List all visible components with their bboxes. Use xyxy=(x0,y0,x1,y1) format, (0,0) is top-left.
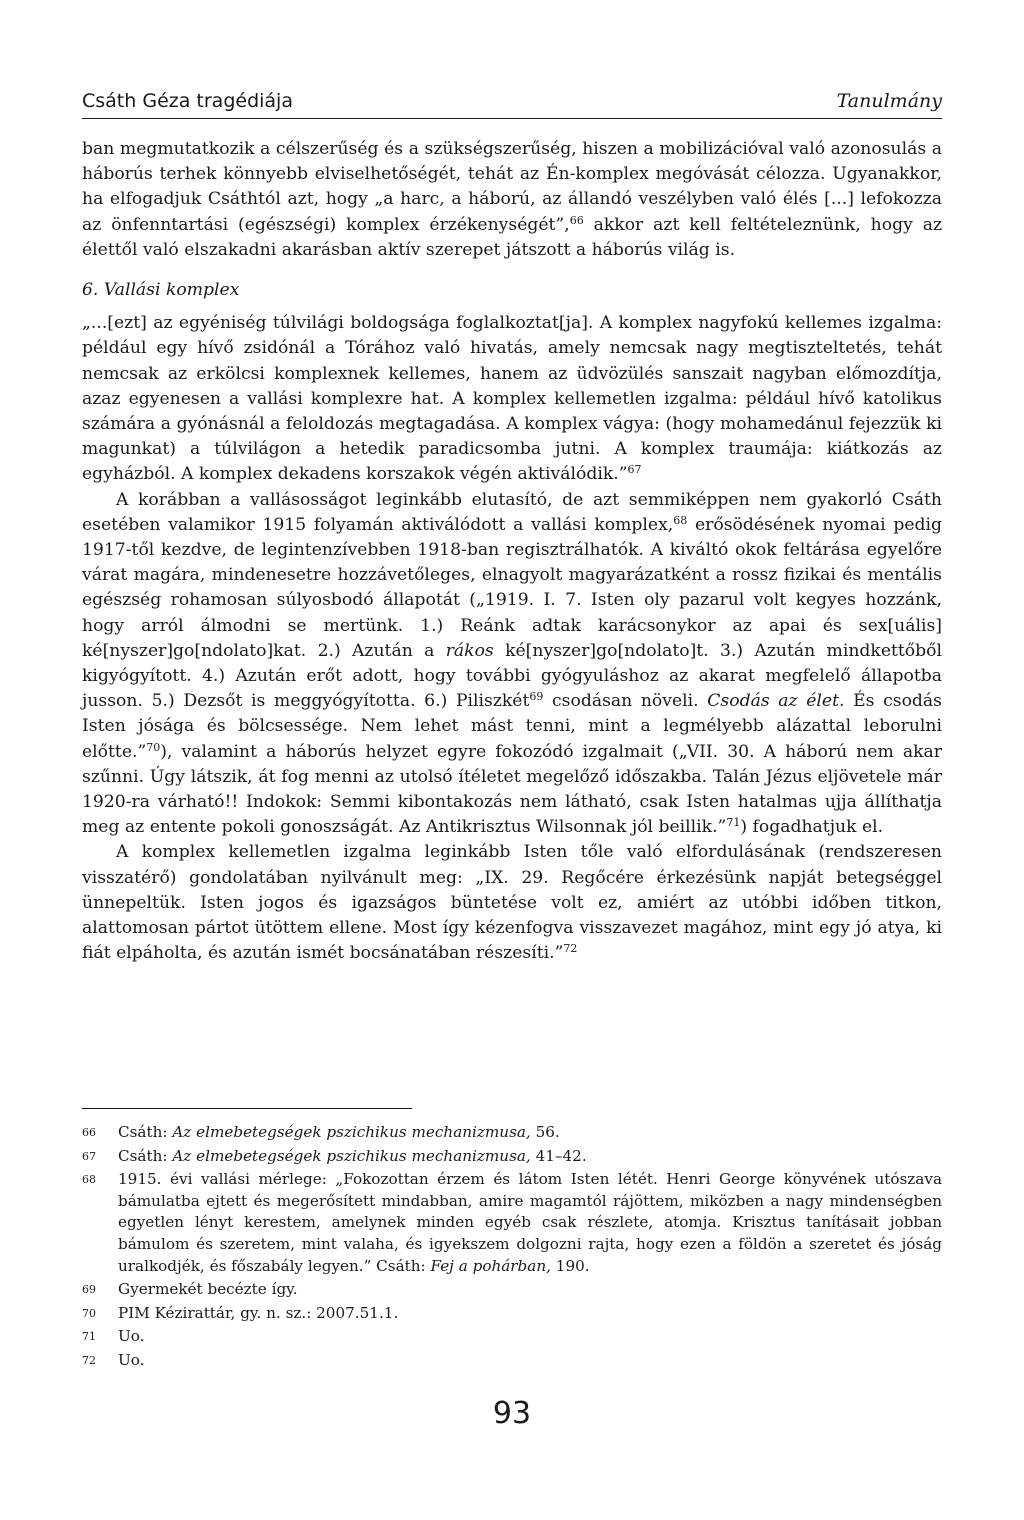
footnote xyxy=(82,1350,942,1372)
paragraph-2-text: „...[ezt] az egyéniség túlvilági boldogsága foglalkoztat[ja]. A komplex nagyfokú kellemes izgalma: például egy hívő zsidónál a Tórához való hivatás, amely nemcsak nagy megtiszteltetés, tehát nemcsak az erkölcsi komplexnek kellemes, hanem az üdvözülés sanszait nagyban előmozdítja, azaz egyenesen a vallási komplexre hat. A komplex kellemetlen izgalma: például hívő katolikus számára a gyónásnál a feloldozás megtagadása. A komplex vágya: (hogy mohamedánul fejezzük ki magunkat) a túlvilágon a hetedik paradicsomba jutni. A komplex traumája: kiátkozás az egyházból. A komplex dekadens korszakok végén aktiválódik.” xyxy=(82,313,942,485)
footnote-text-post: 56. xyxy=(530,1123,560,1141)
footnote-number: 71 xyxy=(82,1330,96,1344)
paragraph-3-emphasis-1: rákos xyxy=(445,640,494,661)
footnote-text: Uo. xyxy=(118,1327,145,1346)
footnote-title: Az elmebetegségek pszichikus mechanizmusa, xyxy=(172,1146,531,1165)
footnote-divider xyxy=(82,1108,412,1109)
paragraph-1-text: ban megmutatkozik a célszerűség és a szükségszerűség, hiszen a mobilizációval való azonosulás a háborús terhek könnyebb elviselhetőségét, tehát az Én-komplex megóvását célozza. Ugyanakkor, ha elfogadjuk Csáthtól azt, hogy „a harc, a háború, az állandó veszélyben való élés [...] lefokozza az önfenntartási (egészségi) komplex érzékenységét”, xyxy=(82,139,942,235)
footnote xyxy=(82,1279,942,1301)
footnote-title: Az elmebetegségek pszichikus mechanizmusa, xyxy=(172,1123,531,1141)
footnote-number: 70 xyxy=(82,1306,96,1320)
paragraph-3-text-g: ) fogadhatjuk el. xyxy=(740,817,884,838)
footnote-text xyxy=(118,1146,942,1168)
footnote-text-post: 190. xyxy=(550,1256,590,1275)
footnote-text: Gyermekét becézte így. xyxy=(118,1280,298,1299)
paragraph-1-end: akkor azt kell feltételeznünk, hogy az élettől való elszakadni akarásban aktív szerepet játszott a háborús világ is. xyxy=(82,214,943,260)
body-text xyxy=(82,137,942,967)
footnote-text-post: 41–42. xyxy=(530,1146,587,1165)
footnote xyxy=(82,1169,942,1277)
running-head-title: Csáth Géza tragédiája xyxy=(82,90,293,112)
footnote-number: 68 xyxy=(82,1173,96,1187)
footnote-text xyxy=(118,1169,942,1277)
paragraph-3-text-b: erősödésének nyomai pedig 1917-től kezdve, de legintenzívebben 1918-ban regisztrálhatók. A kiváltó okok feltárása egyelőre várat magára, mindenesetre hozzávetőleges, elnagyolt magyarázatként a rossz fizikai és mentális egészség rohamosan súlyosbodó állapotát („1919. I. 7. Isten oly pazarul volt kegyes hozzánk, hogy arról álmodni se mertünk. 1.) Reánk adtak karácsonykor az apai és sex[uális] ké[nyszer]go[ndolato]kat. 2.) Azután a xyxy=(82,514,942,661)
footnote-text-pre: 1915. évi vallási mérlege: „Fokozottan érzem és látom Isten létét. Henri George könyvének utószava bámulatba ejtett és megerősített mindabban, amire magamtól rájöttem, miközben a nagy mindenségben egyetlen lényt kerestem, amelynek minden egyéb csak részlete, atomja. Krisztus tanításait jobban bámulom és szeretem, mint valaha, és igyekszem dolgozni rajta, hogy ezen a földön a szeretet és jóság uralkodjék, és főszabály legyen.” Csáth: xyxy=(118,1170,942,1275)
paragraph-3 xyxy=(82,488,942,841)
footnote-ref-69: 69 xyxy=(529,690,544,704)
footnote-ref-68: 68 xyxy=(673,513,688,527)
footnote xyxy=(82,1146,942,1168)
footnote-number: 69 xyxy=(82,1283,96,1297)
running-head xyxy=(82,90,942,119)
page-number: 93 xyxy=(492,1396,532,1431)
footnote-number: 72 xyxy=(82,1353,96,1367)
footnote-ref-71: 71 xyxy=(726,816,741,830)
running-head-section: Tanulmány xyxy=(836,90,942,112)
footnote xyxy=(82,1122,942,1144)
footnote-ref-70: 70 xyxy=(146,740,161,754)
paragraph-3-text-d: csodásan növeli. xyxy=(543,691,708,712)
footnotes xyxy=(82,1122,942,1374)
paragraph-3-text-e: És csodás Isten jósága és bölcsessége. Nem lehet mást tenni, mint a legmélyebb alázattal leborulni előtte.” xyxy=(82,691,942,762)
paragraph-3-emphasis-2: Csodás az élet. xyxy=(707,691,845,712)
footnote-ref-67: 67 xyxy=(627,463,642,477)
paragraph-3-text-a: A korábban a vallásosságot leginkább elutasító, de azt semmiképpen nem gyakorló Csáth esetében valamikor 1915 folyamán aktiválódott a vallási komplex, xyxy=(82,489,942,535)
footnote-text xyxy=(118,1122,942,1144)
footnote-text: PIM Kézirattár, gy. n. sz.: 2007.51.1. xyxy=(118,1303,399,1322)
footnote-ref-72: 72 xyxy=(563,942,578,956)
footnote-title: Fej a pohárban, xyxy=(430,1256,551,1275)
section-heading: 6. Vallási komplex xyxy=(82,280,240,301)
footnote-text-pre: Csáth: xyxy=(118,1146,173,1165)
footnote xyxy=(82,1303,942,1325)
paragraph-2 xyxy=(82,311,942,487)
footnote-text-pre: Csáth: xyxy=(118,1123,173,1141)
paragraph-3-text-c: ké[nyszer]go[ndolato]t. 3.) Azután mindkettőből kigyógyított. 4.) Azután erőt adott, hogy további gyógyuláshoz az akarat megfelelő állapotba jusson. 5.) Dezsőt is meggyógyította. 6.) Piliszkét xyxy=(82,640,942,712)
paragraph-4 xyxy=(82,840,942,966)
paragraph-1 xyxy=(82,137,942,263)
footnote-text: Uo. xyxy=(118,1350,145,1369)
footnote xyxy=(82,1326,942,1348)
footnote-number: 67 xyxy=(82,1149,96,1163)
footnote-ref-66: 66 xyxy=(569,213,584,227)
footnote-number: 66 xyxy=(82,1126,96,1139)
paragraph-3-text-f: ), valamint a háborús helyzet egyre fokozódó izgalmait („VII. 30. A háború nem akar szűnni. Úgy látszik, át fog menni az utolsó ítéletet megelőző időszakba. Talán Jézus eljövetele már 1920-ra várható!! Indokok: Semmi kibontakozás nem látható, csak Isten hatalmas ujja állíthatja meg az entente pokoli gonoszságát. Az Antikrisztus Wilsonnak jól beillik.” xyxy=(82,741,942,838)
paragraph-4-text: A komplex kellemetlen izgalma leginkább Isten tőle való elfordulásának (rendszeresen visszatérő) gondolatában nyilvánult meg: „IX. 29. Regőcére érkezésünk napját betegséggel ünnepeltük. Isten jogos és igazságos büntetése volt ez, amiért az utóbbi időben titkon, alattomosan pártot ütöttem ellene. Most így kézenfogva visszavezet magához, mint egy jó atya, ki fiát elpáholta, és azután ismét bocsánatában részesíti.” xyxy=(82,842,942,964)
